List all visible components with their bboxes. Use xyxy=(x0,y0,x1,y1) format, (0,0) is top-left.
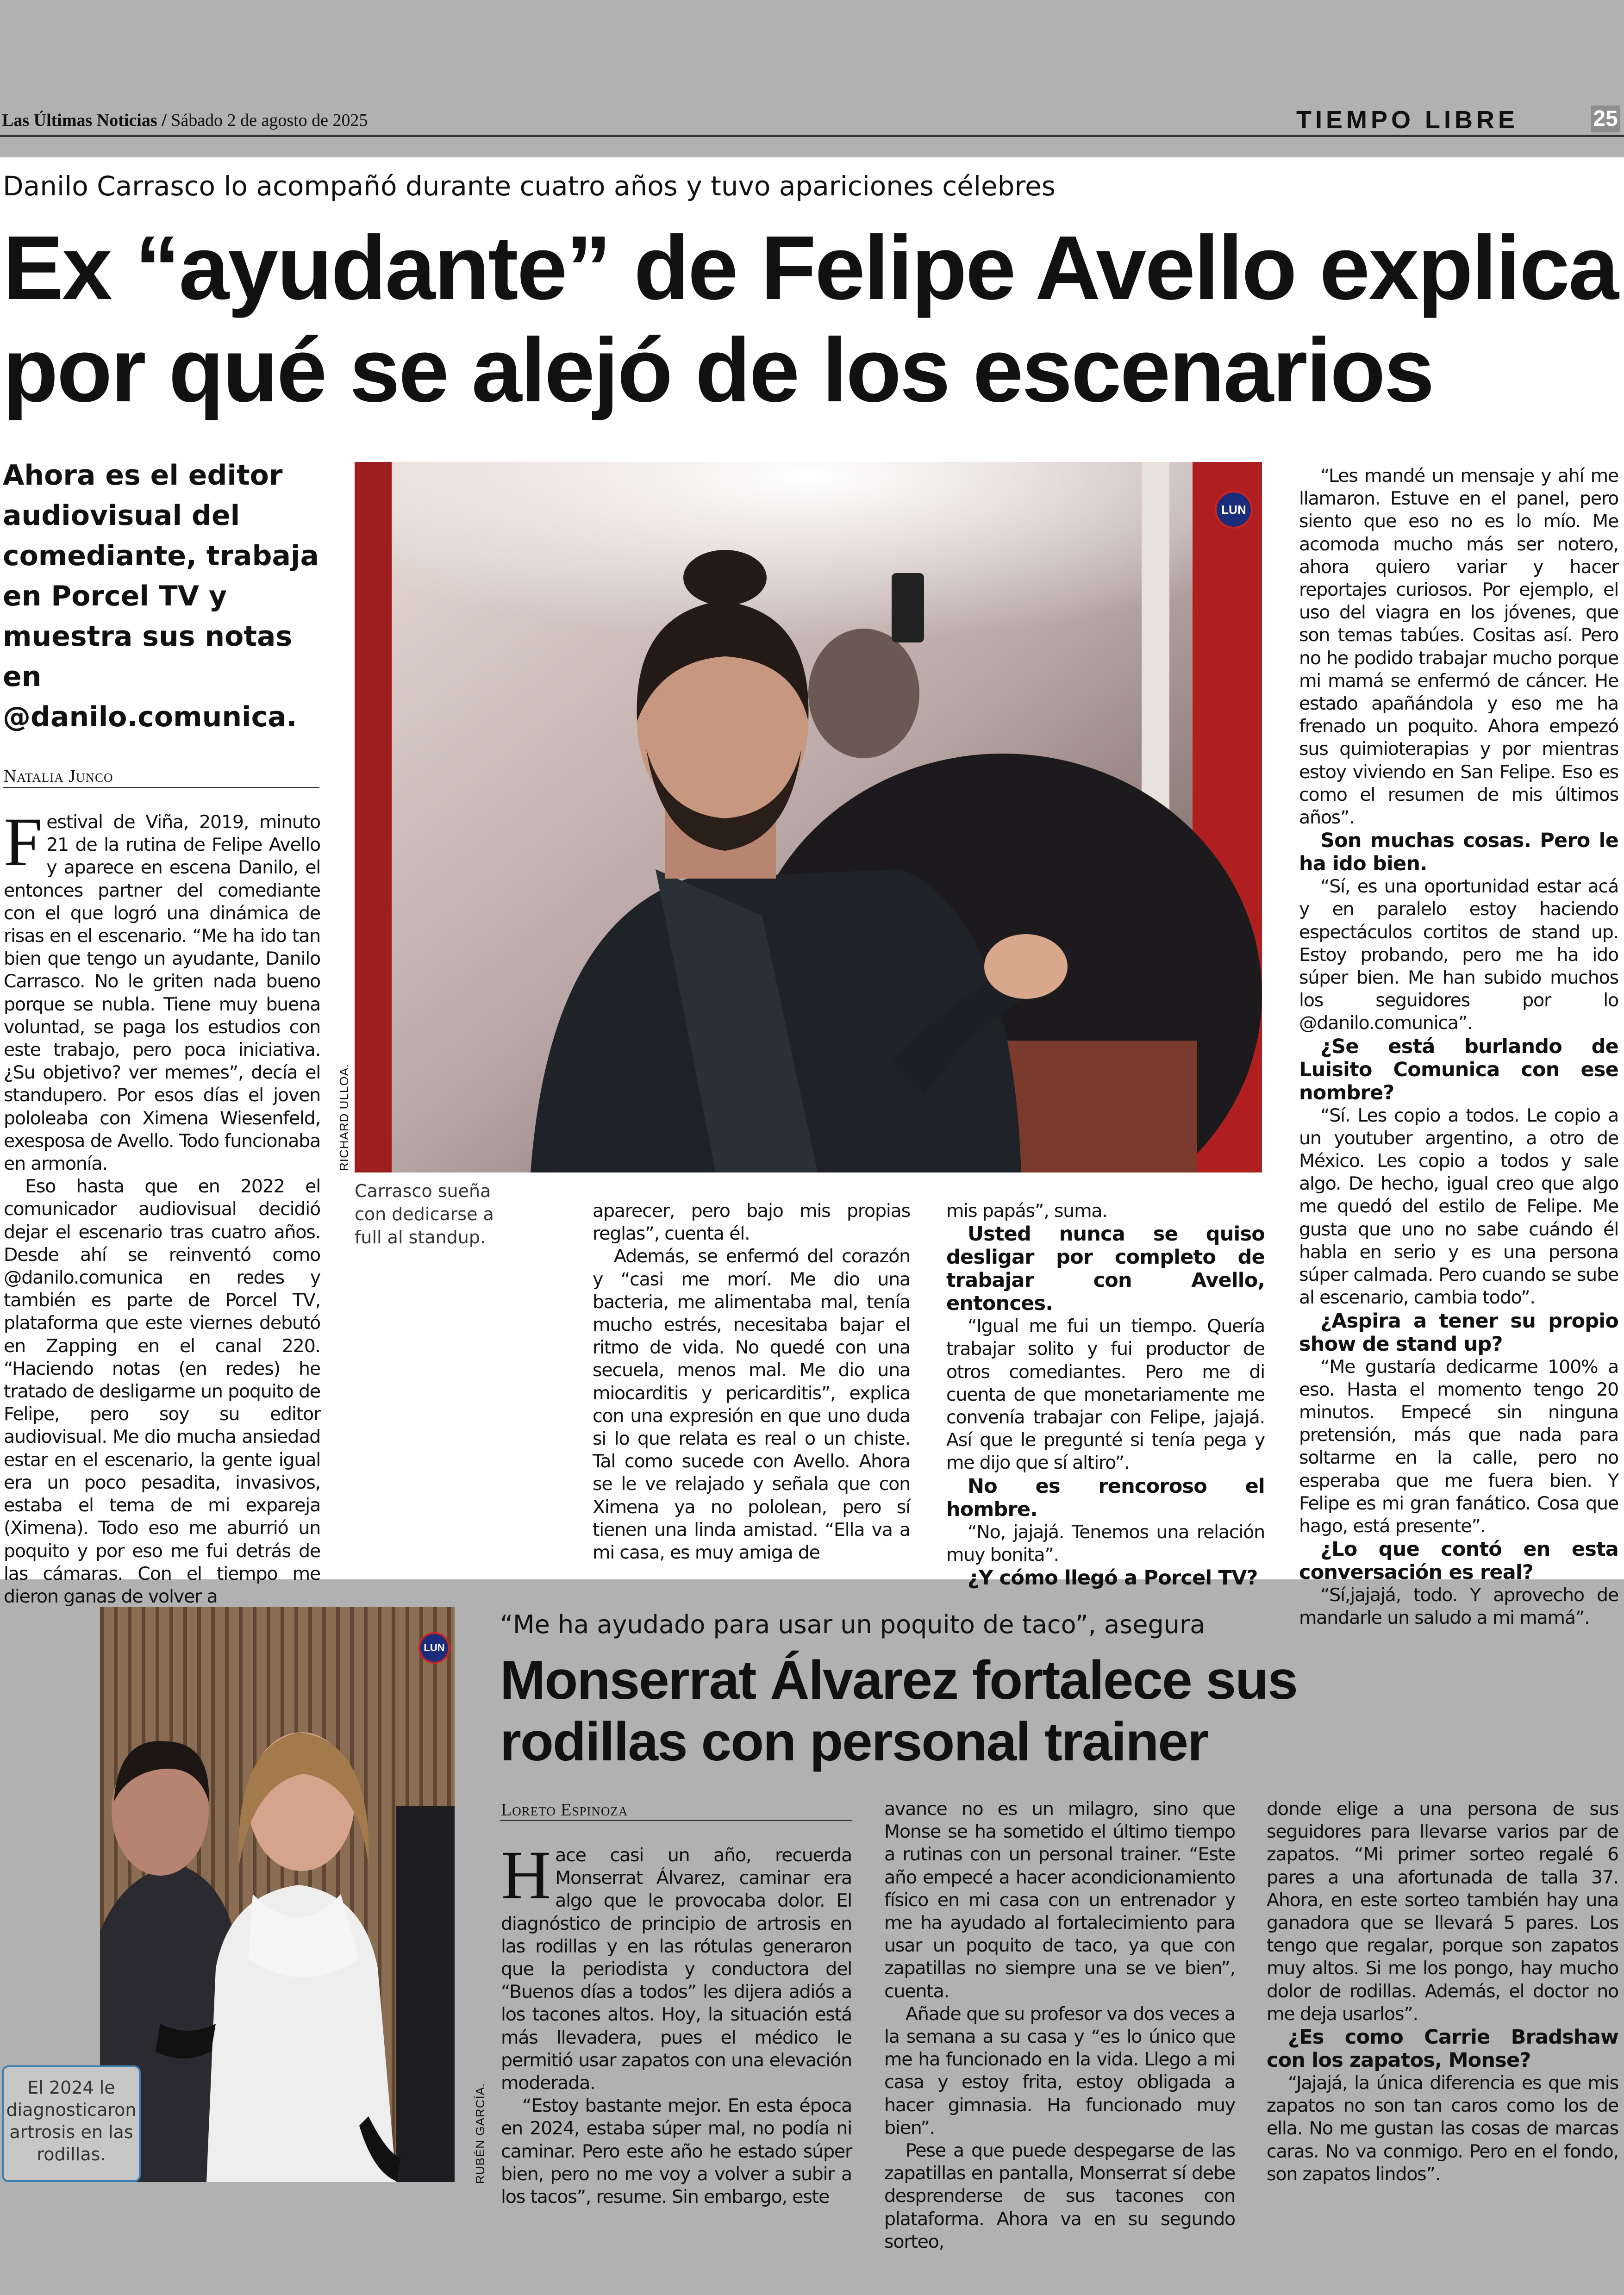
body-paragraph xyxy=(593,1245,910,1564)
paragraph-text: “Les mandé un mensaje y ahí me llamaron. Estuve en el panel, pero siento que eso no es lo mío. Me acomoda mucho más ser notero, ahora quiero variar y hacer reportajes curiosos. Por ejemplo, el uso del viagra en los jóvenes, que son temas tabúes. Cositas así. Pero no he podido trabajar mucho porque mi mamá se enfermó de cáncer. He estado apañándola y eso me ha frenado un poquito. Ahora empezó sus quimioterapias y por mientras estoy viviendo en San Felipe. Eso es como el resumen de mis últimos años”. xyxy=(1299,465,1618,829)
body-paragraph xyxy=(501,2095,852,2208)
body-paragraph xyxy=(946,1521,1265,1566)
paragraph-text: “Sí, es una oportunidad estar acá y en paralelo estoy haciendo espectáculos cortitos de stand up. Estoy probando, pero me ha ido súper bien. Me han subido muchos los seguidores por lo @danilo.comunica”. xyxy=(1299,876,1618,1034)
paragraph-text: Añade que su profesor va dos veces a la semana a su casa y “es lo único que me ha funcionado en la vida. Llego a mi casa y estoy frita, estoy obligada a hacer gimnasia. Ha funcionado muy bien”. xyxy=(884,2003,1235,2139)
page-number: 25 xyxy=(1591,106,1620,132)
deck-line: Ahora es el editor xyxy=(3,459,283,492)
article1-headline-line2: por qué se alejó de los escenarios xyxy=(3,319,1433,421)
interview-question xyxy=(1299,1538,1618,1584)
body-paragraph xyxy=(1299,1356,1618,1538)
article2-headline-line2: rodillas con personal trainer xyxy=(500,1711,1208,1773)
interview-question xyxy=(1267,2026,1618,2072)
interview-question xyxy=(1299,1310,1618,1356)
article1-photo-caption xyxy=(355,1179,507,1249)
folio-separator: / xyxy=(157,111,171,130)
caption-line: artrosis en las xyxy=(9,2122,133,2142)
body-paragraph xyxy=(884,2139,1235,2253)
body-paragraph xyxy=(593,1200,910,1245)
folio-rule xyxy=(0,135,1624,137)
article2-photo-credit: RUBÉN GARCÍA. xyxy=(473,2083,487,2184)
body-paragraph xyxy=(501,1837,852,2095)
paragraph-text: “Estoy bastante mejor. En esta época en 2024, estaba súper mal, no podía ni caminar. Pero este año he estado súper bien, pero no me voy a volver a subir a los tacos”, resume. Sin embargo, este xyxy=(501,2095,852,2208)
paragraph-text: ¿Aspira a tener su propio show de stand up? xyxy=(1299,1309,1618,1356)
body-paragraph xyxy=(1267,1798,1618,2026)
body-paragraph xyxy=(884,1798,1235,2003)
article2-photo xyxy=(100,1607,455,2182)
caption-line: Carrasco sueña xyxy=(355,1181,491,1201)
caption-line: full al standup. xyxy=(355,1227,486,1247)
section-name: TIEMPO LIBRE xyxy=(1296,106,1519,134)
paragraph-text: ace casi un año, recuerda Monserrat Álvarez, caminar era algo que le provocaba dolor. El diagnóstico de principio de artrosis en las rodillas y en las rótulas generaron que la periodista y conductora del “Buenos días a todos” les dijera adiós a los tacones altos. Hoy, la situación está más llevadera, pues el médico le permitió usar zapatos con una elevación moderada. xyxy=(501,1845,852,2094)
article1-column-3 xyxy=(946,1200,1265,1590)
paragraph-text: mis papás”, suma. xyxy=(946,1200,1107,1222)
paragraph-text: “Sí,jajajá, todo. Y aprovecho de mandarle un saludo a mi mamá”. xyxy=(1299,1584,1618,1629)
portrait-photo-monserrat xyxy=(100,1607,455,2182)
paragraph-text: “No, jajajá. Tenemos una relación muy bonita”. xyxy=(946,1521,1265,1565)
article1-kicker: Danilo Carrasco lo acompañó durante cuatro años y tuvo apariciones célebres xyxy=(3,170,1056,202)
body-paragraph xyxy=(1299,875,1618,1035)
caption-line: El 2024 le xyxy=(27,2077,115,2098)
paragraph-text: avance no es un milagro, sino que Monse se ha sometido el último tiempo a rutinas con un personal trainer. “Este año empecé a hacer acondicionamiento físico en mi casa con un entrenador y me ha ayudado al fortalecimiento para usar un poquito de taco, ya que con zapatillas no siempre una se ve bien”, cuenta. xyxy=(884,1798,1235,2002)
paragraph-text: Además, se enfermó del corazón y “casi me morí. Me dio una bacteria, me alimentaba mal, tenía mucho estrés, necesitaba bajar el ritmo de vida. No quedé con una secuela, menos mal. Me dio una miocarditis y pericarditis”, explica con una expresión en que uno duda si lo que relata es real o un chiste. Tal como sucede con Avello. Ahora se le ve relajado y señala que con Ximena ya no pololean, pero sí tienen una linda amistad. “Ella va a mi casa, es muy amiga de xyxy=(593,1246,910,1564)
article2-photo-caption xyxy=(2,2065,141,2182)
article1-column-4 xyxy=(1299,465,1618,1630)
lun-logo-badge-2: LUN xyxy=(420,1634,448,1662)
paragraph-text: Pese a que puede despegarse de las zapatillas en pantalla, Monserrat sí debe desprenderse de sus tacones con plataforma. Ahora va en su segundo sorteo, xyxy=(884,2140,1235,2252)
body-paragraph xyxy=(884,2003,1235,2139)
article2-headline xyxy=(500,1650,1611,1773)
paragraph-text: aparecer, pero bajo mis propias reglas”, cuenta él. xyxy=(593,1200,910,1245)
article2-kicker: “Me ha ayudado para usar un poquito de taco”, asegura xyxy=(500,1610,1206,1639)
portrait-photo xyxy=(355,462,1262,1172)
article1-byline: Natalia Junco xyxy=(4,767,113,786)
deck-line: muestra sus notas en xyxy=(3,620,293,693)
issue-date: Sábado 2 de agosto de 2025 xyxy=(171,111,368,130)
body-paragraph xyxy=(1299,465,1618,829)
deck-line: comediante, trabaja xyxy=(3,540,319,572)
article1-photo xyxy=(355,462,1262,1172)
body-paragraph xyxy=(1299,1584,1618,1629)
paragraph-text: Son muchas cosas. Pero le ha ido bien. xyxy=(1299,829,1618,876)
interview-question xyxy=(946,1222,1265,1315)
body-paragraph xyxy=(4,804,320,1175)
caption-line: diagnosticaron xyxy=(6,2100,137,2120)
article2-byline: Loreto Espinoza xyxy=(501,1800,628,1820)
body-paragraph xyxy=(4,1175,320,1608)
caption-line: rodillas. xyxy=(37,2144,106,2164)
body-paragraph xyxy=(946,1200,1265,1222)
interview-question xyxy=(946,1475,1265,1521)
interview-question xyxy=(1299,1035,1618,1104)
body-paragraph xyxy=(946,1315,1265,1474)
deck-line: audiovisual del xyxy=(3,499,240,532)
paragraph-text: No es rencoroso el hombre. xyxy=(946,1474,1265,1521)
caption-line: con dedicarse a xyxy=(355,1204,494,1224)
newspaper-name: Las Últimas Noticias xyxy=(2,111,157,130)
article1-column-1 xyxy=(4,804,320,1608)
interview-question xyxy=(946,1566,1265,1590)
paragraph-text: “Jajajá, la única diferencia es que mis zapatos no son tan caros como los de ella. No me gustan las cosas de marcas caras. No va conmigo. Pero en el fondo, son zapatos lindos”. xyxy=(1267,2072,1618,2185)
article1-headline-line1: Ex “ayudante” de Felipe Avello explica xyxy=(3,217,1618,318)
article2-column-2 xyxy=(884,1798,1235,2253)
article2-column-1 xyxy=(501,1798,852,2208)
paragraph-text: “Me gustaría dedicarme 100% a eso. Hasta el momento tengo 20 minutos. Empecé sin ninguna pretensión, más que nada para soltarme en la calle, pero no esperaba que me fuera bien. Y Felipe es mi gran fanático. Cosa que hago, está presente”. xyxy=(1299,1356,1618,1537)
interview-question xyxy=(1299,829,1618,875)
paragraph-text: Eso hasta que en 2022 el comunicador audiovisual decidió dejar el escenario tras cuatro años. Desde ahí se reinventó como @danilo.comunica en redes y también es parte de Porcel TV, plataforma que este viernes debutó en Zapping en el canal 220. “Haciendo notas (en redes) he tratado de desligarme un poquito de Felipe, pero soy su editor audiovisual. Me dio mucha ansiedad estar en el escenario, la gente igual era un poco pesadita, invasivos, estaba el tema de mi expareja (Ximena). Todo eso me aburrió un poquito y por eso me fui detrás de las cámaras. Con el tiempo me dieron ganas de volver a xyxy=(4,1176,320,1607)
article2-column-3 xyxy=(1267,1798,1618,2186)
deck-line: @danilo.comunica. xyxy=(3,701,297,733)
article1-deck xyxy=(3,455,327,737)
paragraph-text: donde elige a una persona de sus seguidores para llevarse varios par de zapatos. “Mi primer sorteo regalé 6 pares a una afortunada de talla 37. Ahora, en este sorteo también hay una ganadora que se llevará 5 pares. Los tengo que regalar, porque son zapatos muy altos. Si me los pongo, hay mucho dolor de rodillas. Además, el doctor no me deja usarlos”. xyxy=(1267,1798,1618,2025)
article2-headline-line1: Monserrat Álvarez fortalece sus xyxy=(500,1650,1297,1711)
folio-line xyxy=(2,110,368,131)
paragraph-text: Usted nunca se quiso desligar por completo de trabajar con Avello, entonces. xyxy=(946,1222,1265,1316)
paragraph-text: ¿Se está burlando de Luisito Comunica con ese nombre? xyxy=(1299,1035,1618,1104)
deck-line: en Porcel TV y xyxy=(3,580,227,612)
byline-rule xyxy=(3,787,319,788)
drop-cap: H xyxy=(501,1837,551,1914)
lun-logo-badge: LUN xyxy=(1217,493,1251,527)
paragraph-text: ¿Y cómo llegó a Porcel TV? xyxy=(968,1566,1258,1590)
paragraph-text: ¿Lo que contó en esta conversación es real? xyxy=(1299,1538,1618,1584)
article1-photo-credit: RICHARD ULLOA. xyxy=(337,1063,351,1171)
article1-column-2 xyxy=(593,1200,910,1564)
paragraph-text: “Igual me fui un tiempo. Quería trabajar solito y fui productor de otros comediantes. Pero me di cuenta de que monetariamente me convenía trabajar con Felipe, jajajá. Así que le pregunté si tenía pega y me dijo que sí altiro”. xyxy=(946,1316,1265,1474)
body-paragraph xyxy=(1267,2072,1618,2186)
drop-cap: F xyxy=(4,804,42,880)
article1-headline xyxy=(3,217,1623,422)
body-paragraph xyxy=(1299,1104,1618,1310)
paragraph-text: estival de Viña, 2019, minuto 21 de la rutina de Felipe Avello y aparece en escena Danilo, el entonces partner del comediante con el que logró una dinámica de risas en el escenario. “Me ha ido tan bien que tengo un ayudante, Danilo Carrasco. No le griten nada bueno porque se nubla. Tiene muy buena voluntad, se paga los estudios con este trabajo, pero poca iniciativa. ¿Su objetivo? ver memes”, decía el standupero. Por esos días el joven pololeaba con Ximena Wiesenfeld, exesposa de Avello. Todo funcionaba en armonía. xyxy=(4,811,320,1175)
paragraph-text: ¿Es como Carrie Bradshaw con los zapatos, Monse? xyxy=(1267,2026,1618,2072)
paragraph-text: “Sí. Les copio a todos. Le copio a un youtuber argentino, a otro de México. Les copio a todos y sale algo. De hecho, igual creo que algo me quedó del estilo de Felipe. Me gusta que uno no sabe cuándo él habla en serio y es una persona súper calmada. Pero cuando se sube al escenario, cambia todo”. xyxy=(1299,1104,1618,1309)
